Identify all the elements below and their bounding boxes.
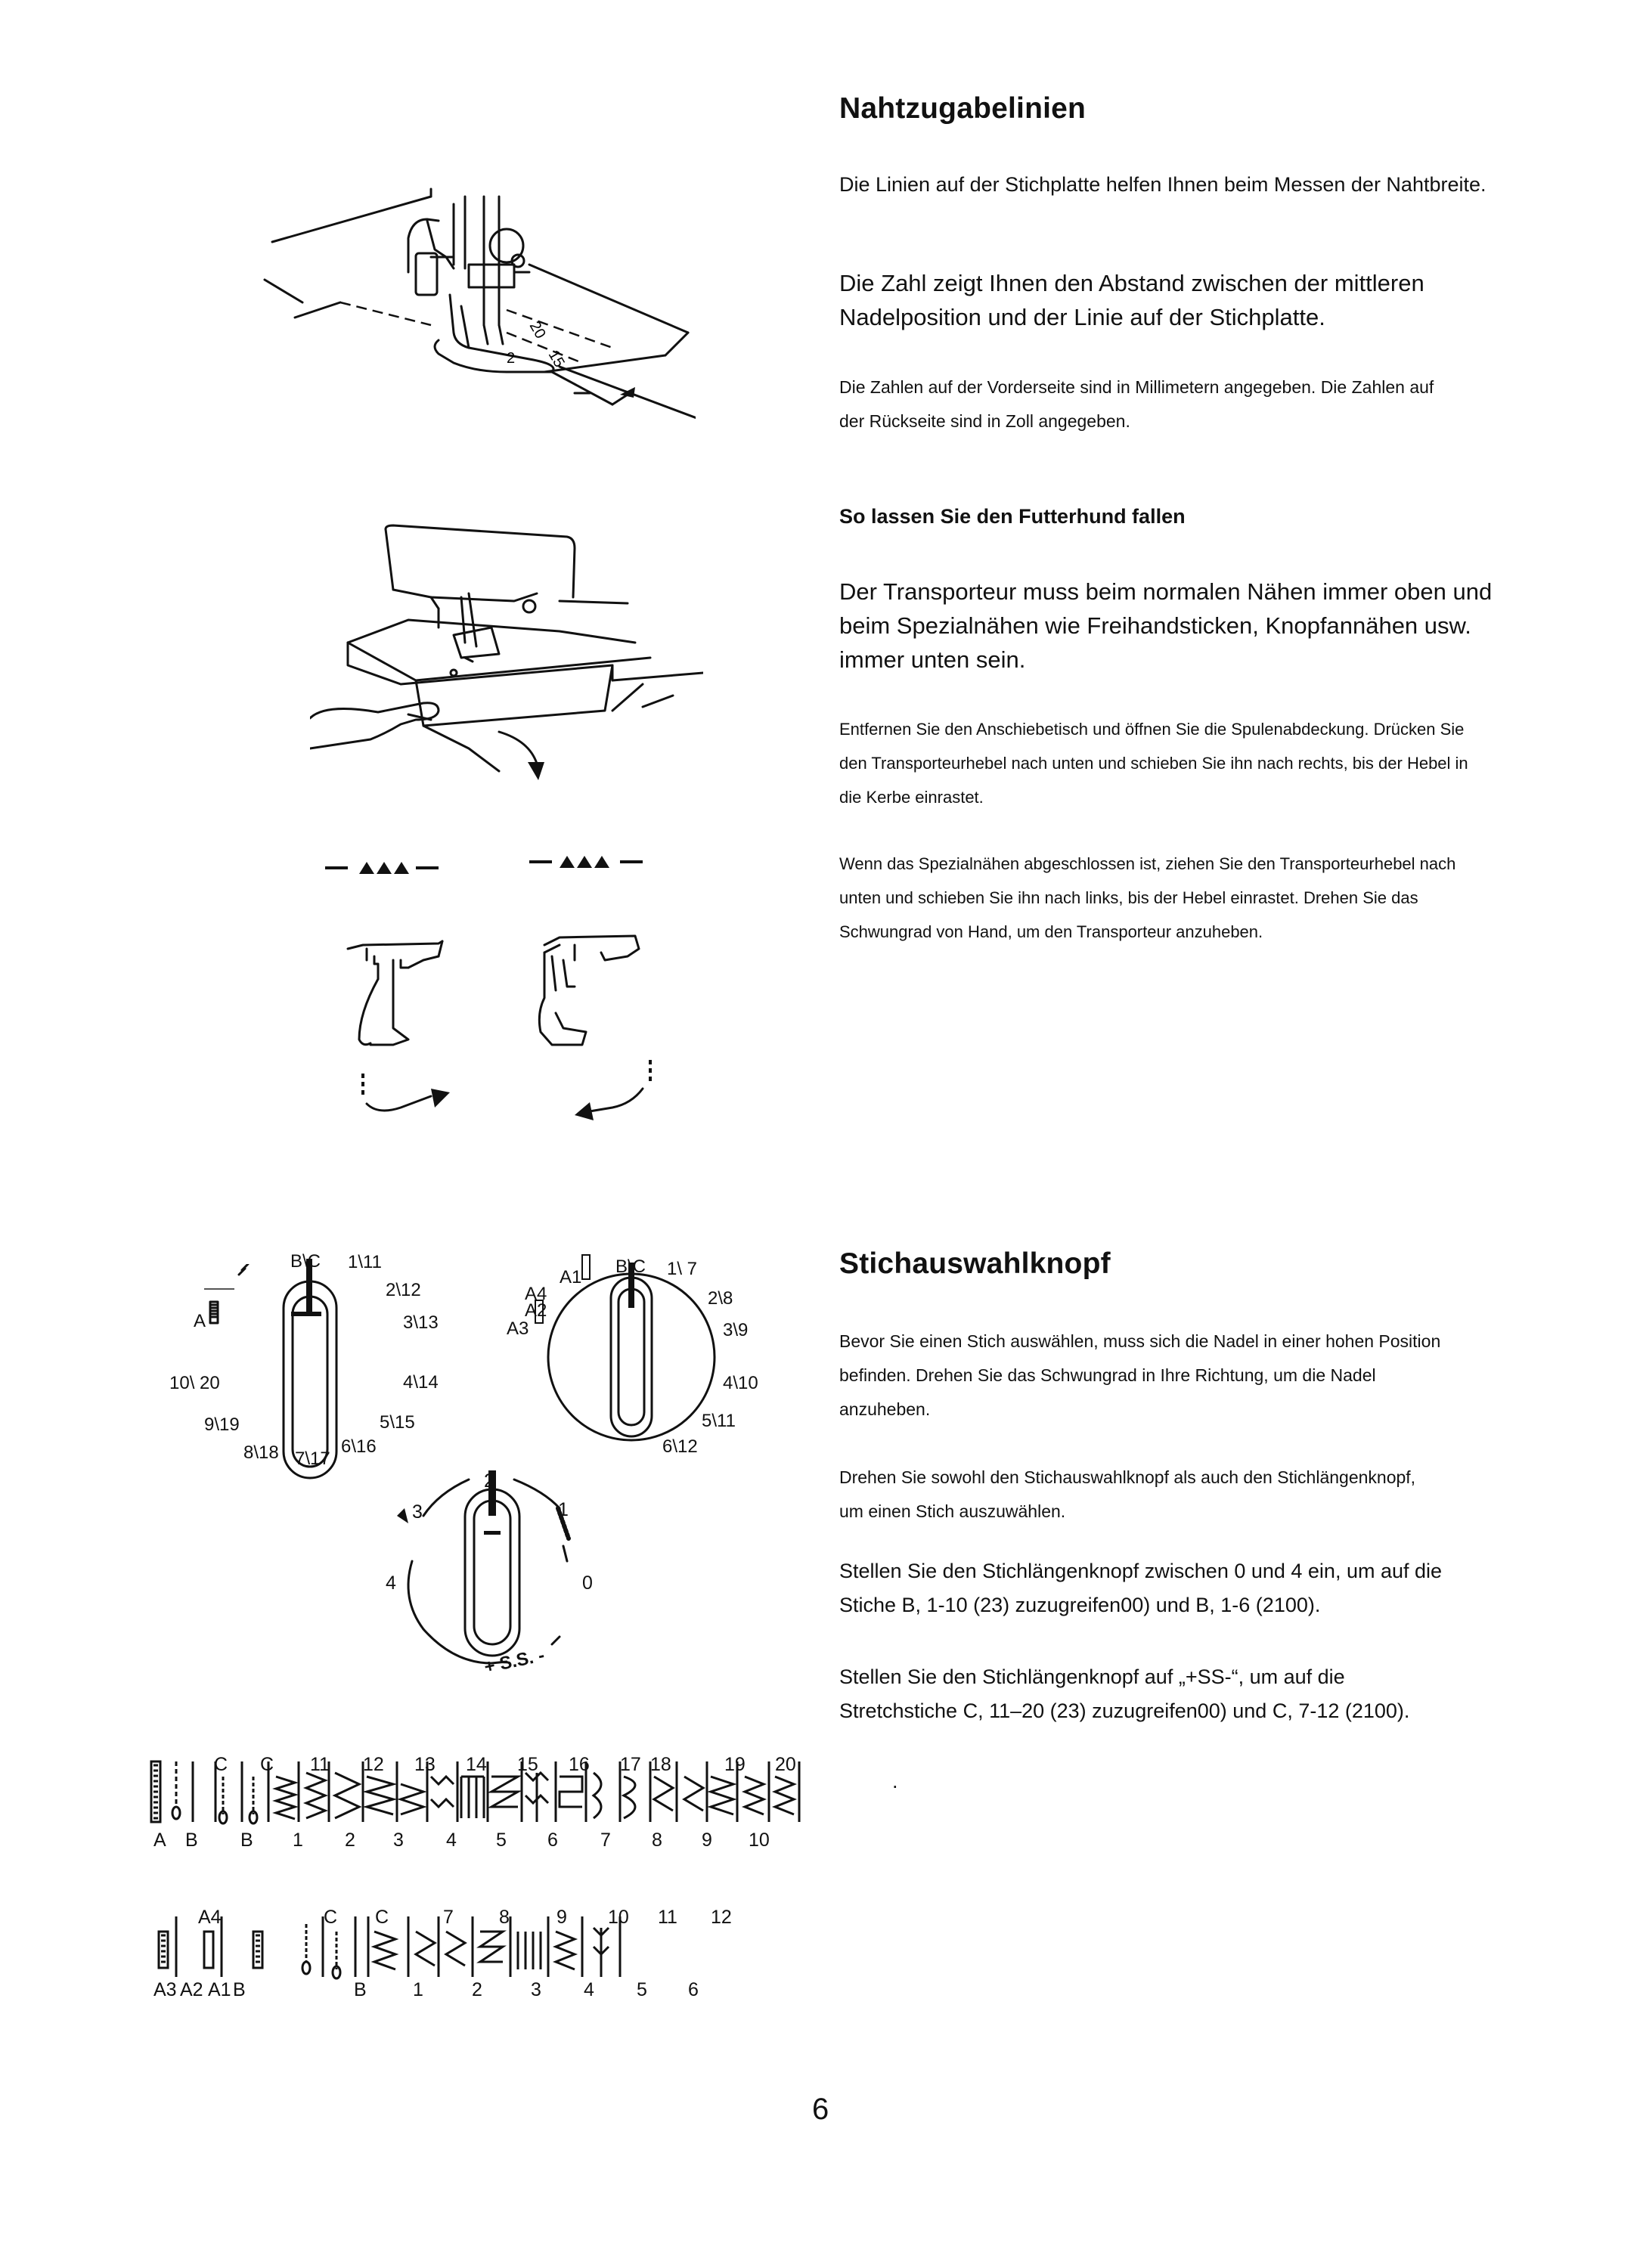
chart1-top-14: 14 <box>466 1754 487 1775</box>
chart1-bottom-b1: B <box>185 1830 198 1851</box>
chart1-bottom-8: 8 <box>652 1830 662 1851</box>
chart1-top-20: 20 <box>775 1754 796 1775</box>
dial23-label-8-18: 8\18 <box>243 1442 279 1463</box>
chart1-top-12: 12 <box>363 1754 384 1775</box>
selector-paragraph-1: Bevor Sie einen Stich auswählen, muss sich die Nadel in einer hohen Position befinden. Drehen Sie das Schwungrad in Ihre Richtung, um die Nadel anzuheben. <box>839 1331 1441 1419</box>
chart1-bottom-7: 7 <box>600 1830 611 1851</box>
dial2100-label-2-8: 2\8 <box>708 1288 733 1309</box>
chart1-bottom-6: 6 <box>547 1830 558 1851</box>
chart2-top-11: 11 <box>658 1907 677 1928</box>
page-number: 6 <box>812 2093 829 2126</box>
length-dial-label-4: 4 <box>386 1572 396 1594</box>
stray-dot: . <box>892 1770 898 1792</box>
chart1-bottom-5: 5 <box>496 1830 507 1851</box>
chart1-bottom-2: 2 <box>345 1830 355 1851</box>
dial2100-label-1-7: 1\ 7 <box>667 1259 698 1279</box>
dial23-label-6-16: 6\16 <box>341 1436 377 1457</box>
feed-dog-lever-illustration <box>310 522 703 809</box>
chart1-top-17: 17 <box>620 1754 641 1775</box>
chart1-bottom-4: 4 <box>446 1830 457 1851</box>
length-dial-label-2: 2 <box>484 1470 494 1492</box>
dial23-label-a: A <box>194 1311 206 1331</box>
feed-paragraph-2: Entfernen Sie den Anschiebetisch und öffnen Sie die Spulenabdeckung. Drücken Sie den Transporteurhebel nach unten und schieben Sie ihn nach rechts, bis der Hebel in die Kerbe einrastet. <box>839 720 1468 807</box>
seam-paragraph-1: Die Linien auf der Stichplatte helfen Ihnen beim Messen der Nahtbreite. <box>839 173 1486 196</box>
chart2-bottom-1: 1 <box>413 1979 423 2000</box>
dial2100-label-a2: A2 <box>525 1300 547 1321</box>
dial2100-buttonhole-icons <box>529 1285 552 1331</box>
chart2-bottom-a1: A1 <box>208 1979 231 2000</box>
chart1-top-16: 16 <box>569 1754 590 1775</box>
feed-dog-positions-illustration <box>325 847 688 1134</box>
selector-paragraph-2: Drehen Sie sowohl den Stichauswahlknopf als auch den Stichlängenknopf, um einen Stich auszuwählen. <box>839 1467 1416 1521</box>
chart1-top-13: 13 <box>414 1754 436 1775</box>
dial2100-label-3-9: 3\9 <box>723 1320 749 1340</box>
dial23-label-4-14: 4\14 <box>403 1372 439 1393</box>
chart2-bottom-6: 6 <box>688 1979 699 2000</box>
dial23-label-1-11: 1\11 <box>348 1252 382 1272</box>
feed-paragraph-3: Wenn das Spezialnähen abgeschlossen ist, ziehen Sie den Transporteurhebel nach unten und schieben Sie ihn nach links, bis der Hebel einrastet. Drehen Sie das Schwungrad von Hand, um den Transporteur anzuheben. <box>839 854 1456 941</box>
dial23-label-9-19: 9\19 <box>204 1414 240 1435</box>
chart2-top-8: 8 <box>499 1907 510 1928</box>
chart2-top-9: 9 <box>556 1907 567 1928</box>
chart1-bottom-9: 9 <box>702 1830 712 1851</box>
chart2-top-7: 7 <box>443 1907 454 1928</box>
selector-paragraph-4: Stellen Sie den Stichlängenknopf auf „+SS-“, um auf die Stretchstiche C, 11–20 (23) zuzugreifen00) und C, 7-12 (2100). <box>839 1665 1410 1722</box>
chart2-bottom-a3: A3 <box>153 1979 177 2000</box>
dial2100-label-a1: A1 <box>560 1267 582 1287</box>
chart2-top-12: 12 <box>711 1907 732 1928</box>
seam-guide-number-2: 2 <box>507 350 516 367</box>
chart1-top-c1: C <box>214 1754 228 1775</box>
length-dial-label-stretch: + S.S. - <box>482 1644 547 1678</box>
chart2-bottom-3: 3 <box>531 1979 541 2000</box>
chart1-bottom-1: 1 <box>293 1830 303 1851</box>
chart1-top-18: 18 <box>650 1754 671 1775</box>
chart1-top-11: 11 <box>310 1754 330 1775</box>
chart1-top-19: 19 <box>724 1754 746 1775</box>
chart2-bottom-4: 4 <box>584 1979 594 2000</box>
dial2100-label-bc: B\C <box>615 1256 646 1277</box>
length-dial-label-0: 0 <box>582 1572 593 1594</box>
feed-paragraph-1: Der Transporteur muss beim normalen Nähen immer oben und beim Spezialnähen wie Freihandsticken, Knopfannähen usw. immer unten sein. <box>839 578 1493 673</box>
presser-foot-illustration <box>257 174 696 461</box>
chart2-top-a4: A4 <box>198 1907 222 1928</box>
chart1-top-c2: C <box>260 1754 274 1775</box>
dial23-label-10-20: 10\ 20 <box>169 1373 220 1393</box>
chart2-bottom-2: 2 <box>472 1979 482 2000</box>
seam-guide-number-20: 20 <box>525 318 549 342</box>
chart1-bottom-10: 10 <box>749 1830 770 1851</box>
dial23-label-5-15: 5\15 <box>380 1412 415 1433</box>
dial2100-label-5-11: 5\11 <box>702 1411 736 1431</box>
chart2-bottom-5: 5 <box>637 1979 647 2000</box>
chart2-bottom-b2: B <box>354 1979 367 2000</box>
dial23-buttonhole-icon <box>204 1264 257 1325</box>
chart1-top-15: 15 <box>517 1754 538 1775</box>
chart1-bottom-3: 3 <box>393 1830 404 1851</box>
section-title-stitch-selector: Stichauswahlknopf <box>839 1247 1111 1280</box>
section-subtitle-feed-dog: So lassen Sie den Futterhund fallen <box>839 505 1186 528</box>
chart1-bottom-b2: B <box>240 1830 253 1851</box>
dial2100-label-6-12: 6\12 <box>662 1436 698 1457</box>
dial23-label-3-13: 3\13 <box>403 1312 439 1333</box>
chart2-bottom-b1: B <box>233 1979 246 2000</box>
length-dial-label-3: 3 <box>412 1501 423 1523</box>
seam-paragraph-3: Die Zahlen auf der Vorderseite sind in Millimetern angegeben. Die Zahlen auf der Rückseite sind in Zoll angegeben. <box>839 377 1434 431</box>
dial2100-label-a4: A4 <box>525 1284 547 1304</box>
dial2100-label-4-10: 4\10 <box>723 1373 758 1393</box>
chart2-top-10: 10 <box>608 1907 629 1928</box>
length-dial-label-1: 1 <box>558 1499 569 1520</box>
chart2-top-c1: C <box>324 1907 338 1928</box>
chart1-bottom-a: A <box>153 1830 166 1851</box>
dial23-label-7-17: 7\17 <box>295 1448 330 1469</box>
selector-paragraph-3: Stellen Sie den Stichlängenknopf zwischen 0 und 4 ein, um auf die Stiche B, 1-10 (23) zuzugreifen00) und B, 1-6 (2100). <box>839 1560 1443 1616</box>
dial23-label-2-12: 2\12 <box>386 1280 421 1300</box>
chart2-top-c2: C <box>375 1907 389 1928</box>
seam-guide-number-15: 15 <box>544 347 568 370</box>
chart2-bottom-a2: A2 <box>180 1979 203 2000</box>
section-title-seam-lines: Nahtzugabelinien <box>839 92 1087 125</box>
dial2100-label-a3: A3 <box>507 1318 529 1339</box>
dial23-label-bc: B\C <box>290 1251 321 1272</box>
seam-paragraph-2: Die Zahl zeigt Ihnen den Abstand zwischen der mittleren Nadelposition und der Linie auf der Stichplatte. <box>839 270 1424 330</box>
